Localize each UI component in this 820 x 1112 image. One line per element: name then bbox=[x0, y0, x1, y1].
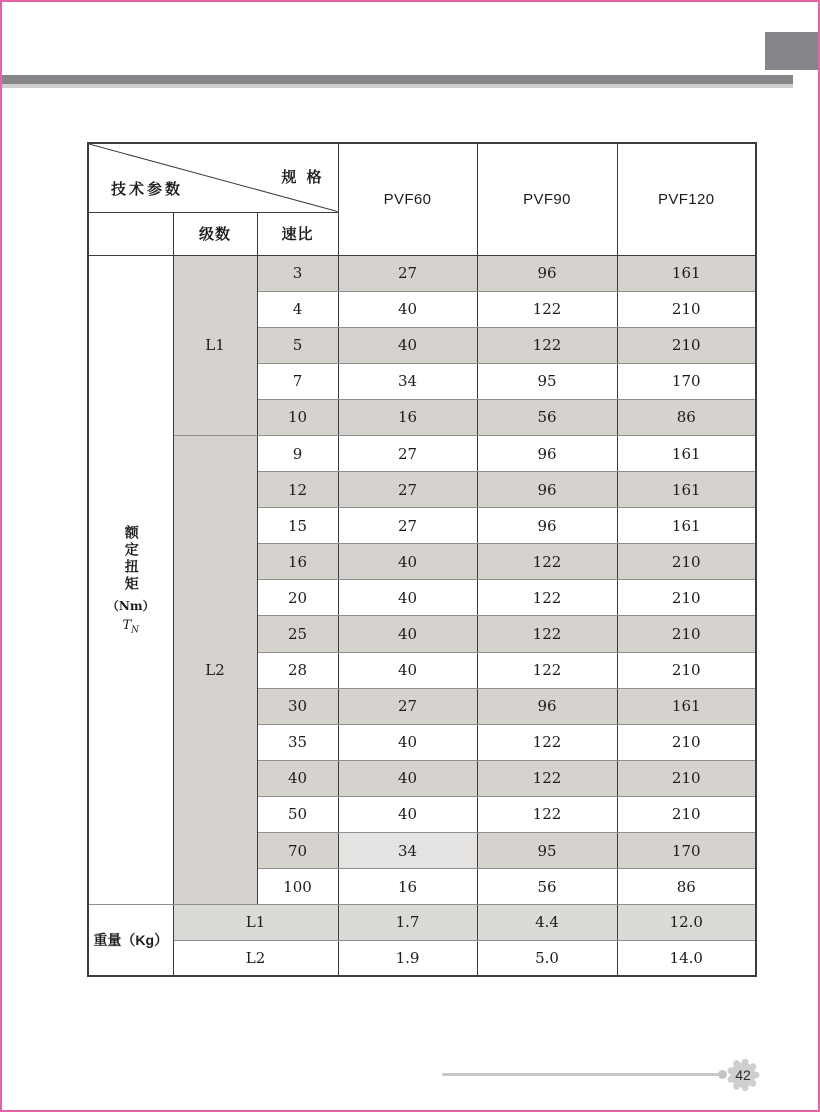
value-cell: 122 bbox=[477, 580, 617, 616]
group-cell-l2: L2 bbox=[173, 435, 257, 904]
diagonal-header-cell bbox=[88, 143, 338, 212]
value-cell: 161 bbox=[617, 472, 756, 508]
weight-group-l1: L1 bbox=[173, 905, 338, 941]
page-number: 42 bbox=[735, 1067, 751, 1083]
value-cell: 210 bbox=[617, 616, 756, 652]
value-cell: 96 bbox=[477, 472, 617, 508]
header-accent-bar-shadow bbox=[2, 84, 793, 88]
ratio-cell: 10 bbox=[257, 399, 338, 435]
ratio-cell: 20 bbox=[257, 580, 338, 616]
value-cell: 34 bbox=[338, 833, 477, 869]
ratio-cell: 16 bbox=[257, 544, 338, 580]
torque-unit: （Nm） bbox=[106, 598, 155, 613]
value-cell: 122 bbox=[477, 724, 617, 760]
value-cell: 86 bbox=[617, 399, 756, 435]
value-cell: 27 bbox=[338, 472, 477, 508]
ratio-cell: 40 bbox=[257, 760, 338, 796]
value-cell: 170 bbox=[617, 833, 756, 869]
weight-group-l2: L2 bbox=[173, 940, 338, 976]
gear-icon bbox=[724, 1056, 762, 1094]
ratio-cell: 4 bbox=[257, 291, 338, 327]
value-cell: 122 bbox=[477, 544, 617, 580]
stages-header: 级数 bbox=[173, 212, 257, 255]
torque-label-text: 额定扭矩 bbox=[122, 524, 139, 593]
tech-params-corner-label: 技术参数 bbox=[111, 180, 184, 198]
value-cell: 170 bbox=[617, 363, 756, 399]
value-cell: 122 bbox=[477, 760, 617, 796]
value-cell: 96 bbox=[477, 255, 617, 291]
header-accent-square bbox=[765, 32, 820, 70]
value-cell: 40 bbox=[338, 291, 477, 327]
value-cell: 95 bbox=[477, 833, 617, 869]
value-cell: 40 bbox=[338, 760, 477, 796]
value-cell: 27 bbox=[338, 255, 477, 291]
ratio-cell: 35 bbox=[257, 724, 338, 760]
value-cell: 96 bbox=[477, 508, 617, 544]
ratio-cell: 5 bbox=[257, 327, 338, 363]
value-cell: 161 bbox=[617, 435, 756, 471]
ratio-cell: 50 bbox=[257, 796, 338, 832]
weight-value-cell: 4.4 bbox=[477, 905, 617, 941]
model-header-pvf60: PVF60 bbox=[338, 143, 477, 255]
value-cell: 161 bbox=[617, 508, 756, 544]
ratio-cell: 28 bbox=[257, 652, 338, 688]
value-cell: 27 bbox=[338, 508, 477, 544]
ratio-cell: 25 bbox=[257, 616, 338, 652]
value-cell: 210 bbox=[617, 544, 756, 580]
value-cell: 56 bbox=[477, 869, 617, 905]
value-cell: 86 bbox=[617, 869, 756, 905]
value-cell: 122 bbox=[477, 327, 617, 363]
empty-header-cell bbox=[88, 212, 173, 255]
value-cell: 40 bbox=[338, 580, 477, 616]
value-cell: 40 bbox=[338, 652, 477, 688]
value-cell: 122 bbox=[477, 616, 617, 652]
weight-value-cell: 1.9 bbox=[338, 940, 477, 976]
header-accent-bar bbox=[2, 75, 793, 84]
ratio-cell: 9 bbox=[257, 435, 338, 471]
value-cell: 16 bbox=[338, 869, 477, 905]
ratio-cell: 12 bbox=[257, 472, 338, 508]
value-cell: 122 bbox=[477, 652, 617, 688]
model-header-pvf90: PVF90 bbox=[477, 143, 617, 255]
weight-value-cell: 5.0 bbox=[477, 940, 617, 976]
group-cell-l1: L1 bbox=[173, 255, 257, 435]
weight-value-cell: 14.0 bbox=[617, 940, 756, 976]
value-cell: 27 bbox=[338, 435, 477, 471]
weight-value-cell: 1.7 bbox=[338, 905, 477, 941]
value-cell: 161 bbox=[617, 688, 756, 724]
torque-label-cell bbox=[88, 255, 173, 905]
value-cell: 96 bbox=[477, 688, 617, 724]
value-cell: 161 bbox=[617, 255, 756, 291]
value-cell: 27 bbox=[338, 688, 477, 724]
ratio-cell: 7 bbox=[257, 363, 338, 399]
value-cell: 56 bbox=[477, 399, 617, 435]
spec-table bbox=[87, 142, 757, 977]
spec-corner-label: 规 格 bbox=[281, 169, 325, 186]
model-header-pvf120: PVF120 bbox=[617, 143, 756, 255]
value-cell: 96 bbox=[477, 435, 617, 471]
value-cell: 40 bbox=[338, 616, 477, 652]
value-cell: 16 bbox=[338, 399, 477, 435]
value-cell: 210 bbox=[617, 724, 756, 760]
value-cell: 210 bbox=[617, 652, 756, 688]
weight-label-cell: 重量（Kg） bbox=[88, 905, 173, 976]
value-cell: 210 bbox=[617, 327, 756, 363]
value-cell: 210 bbox=[617, 580, 756, 616]
value-cell: 122 bbox=[477, 796, 617, 832]
value-cell: 210 bbox=[617, 796, 756, 832]
ratio-cell: 70 bbox=[257, 833, 338, 869]
value-cell: 40 bbox=[338, 796, 477, 832]
value-cell: 34 bbox=[338, 363, 477, 399]
value-cell: 122 bbox=[477, 291, 617, 327]
value-cell: 210 bbox=[617, 291, 756, 327]
weight-value-cell: 12.0 bbox=[617, 905, 756, 941]
ratio-header: 速比 bbox=[257, 212, 338, 255]
ratio-cell: 3 bbox=[257, 255, 338, 291]
ratio-cell: 30 bbox=[257, 688, 338, 724]
ratio-cell: 100 bbox=[257, 869, 338, 905]
ratio-cell: 15 bbox=[257, 508, 338, 544]
value-cell: 95 bbox=[477, 363, 617, 399]
value-cell: 40 bbox=[338, 544, 477, 580]
value-cell: 40 bbox=[338, 327, 477, 363]
torque-symbol: $T_N$ bbox=[122, 617, 140, 636]
value-cell: 210 bbox=[617, 760, 756, 796]
footer-rule bbox=[442, 1073, 724, 1076]
value-cell: 40 bbox=[338, 724, 477, 760]
